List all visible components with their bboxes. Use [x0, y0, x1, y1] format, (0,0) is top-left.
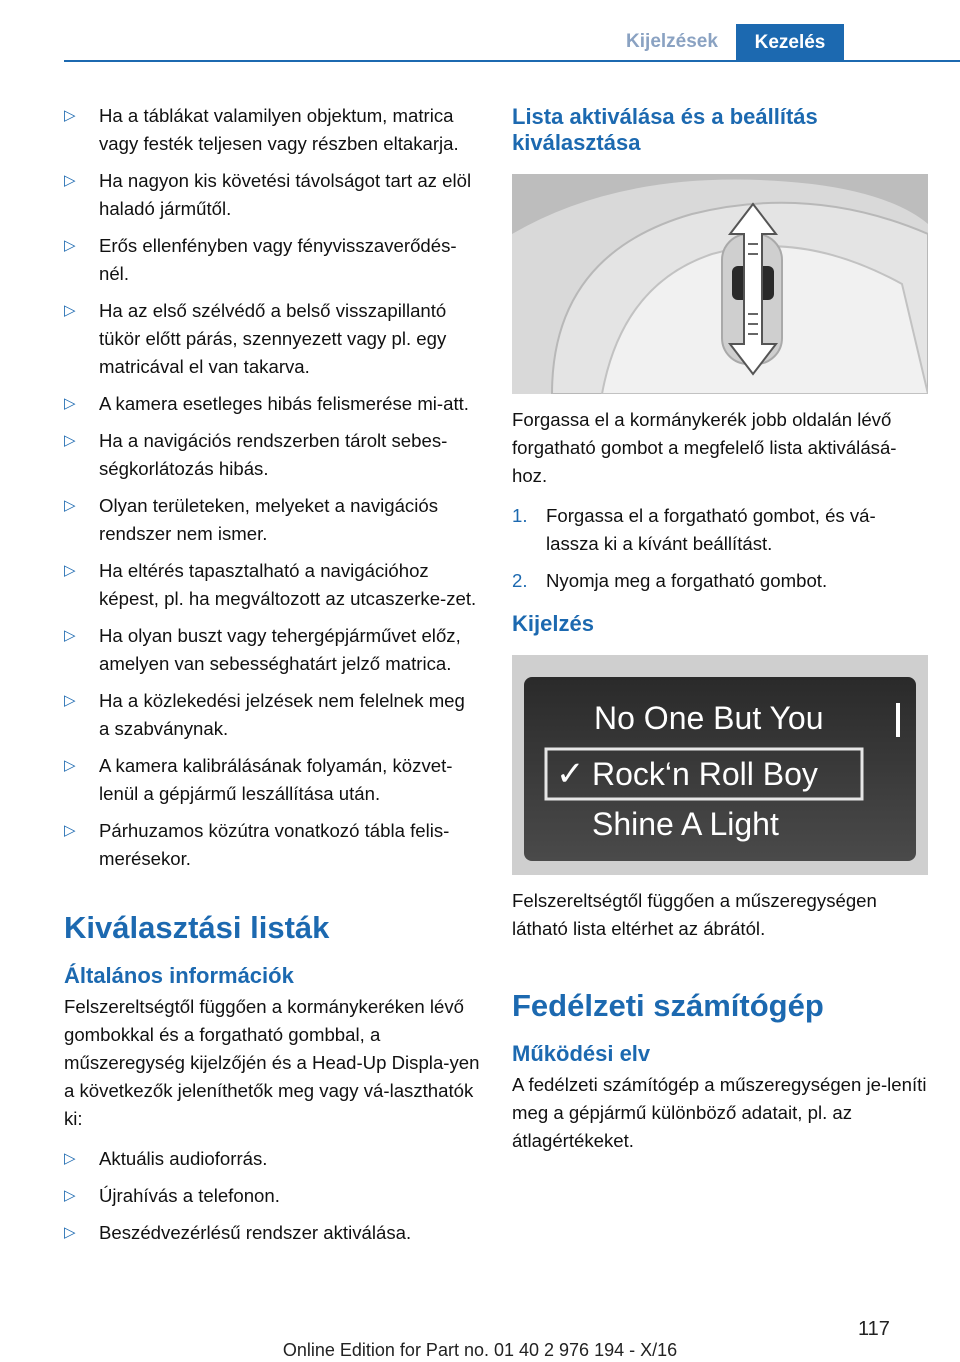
tab-kijelzesek[interactable]: Kijelzések: [626, 31, 718, 52]
bullet-triangle-icon: ▷: [64, 1224, 76, 1241]
bullet-text: Ha olyan buszt vagy tehergépjárművet előz, amelyen van sebességhatárt jelző matrica.: [99, 625, 461, 674]
steps-list: [512, 502, 928, 595]
bullet-triangle-icon: ▷: [64, 302, 76, 319]
bullet-item: [64, 102, 480, 158]
bullet-item: [64, 232, 480, 288]
step-item: [512, 502, 928, 558]
rotate-instruction-paragraph: Forgassa el a kormánykerék jobb oldalán lévő forgatható gombot a megfelelő lista aktiválásá-hoz.: [512, 409, 897, 486]
bullet-list-2: [64, 1145, 480, 1247]
bullet-item: [64, 687, 480, 743]
bullet-item: [64, 817, 480, 873]
display-note-paragraph: Felszereltségtől függően a műszeregységen látható lista eltérhet az ábrától.: [512, 890, 877, 939]
bullet-triangle-icon: ▷: [64, 1150, 76, 1167]
bullet2-text: Újrahívás a telefonon.: [99, 1185, 280, 1206]
header-rule: [64, 60, 960, 62]
onboard-computer-paragraph: A fedélzeti számítógép a műszeregységen je-leníti meg a gépjármű különböző adatait, pl. az átlagértékeket.: [512, 1074, 927, 1151]
steering-wheel-image: [512, 174, 928, 394]
subsection-title-working-principle: Működési elv: [512, 1041, 651, 1066]
display-item-1: No One But You: [594, 700, 824, 736]
bullet-item: [64, 492, 480, 548]
bullet-triangle-icon: ▷: [64, 237, 76, 254]
bullet-triangle-icon: ▷: [64, 627, 76, 644]
step-number: 1.: [512, 505, 528, 526]
bullet-triangle-icon: ▷: [64, 822, 76, 839]
section-title-selection-lists: Kiválasztási listák: [64, 910, 330, 945]
check-icon: ✓: [556, 755, 585, 793]
step-number: 2.: [512, 570, 528, 591]
display-list-image: [512, 655, 928, 875]
bullet2-item: [64, 1182, 480, 1210]
bullet-triangle-icon: ▷: [64, 172, 76, 189]
bullet-item: [64, 622, 480, 678]
right-column: [512, 102, 928, 1155]
subsection-title-list-activation: Lista aktiválása és a beállítás kiválasztása: [512, 104, 818, 155]
display-item-3: Shine A Light: [592, 806, 779, 842]
bullet-item: [64, 427, 480, 483]
bullet-triangle-icon: ▷: [64, 1187, 76, 1204]
step-item: [512, 567, 928, 595]
bullet-text: Ha az első szélvédő a belső visszapillantó tükör előtt párás, szennyezett vagy pl. egy matricával el van takarva.: [99, 300, 447, 377]
bullet-item: [64, 390, 480, 418]
display-item-2-selected: Rock‘n Roll Boy: [592, 756, 818, 792]
bullet-triangle-icon: ▷: [64, 757, 76, 774]
bullet-text: Olyan területeken, melyeket a navigációs rendszer nem ismer.: [99, 495, 438, 544]
bullet-triangle-icon: ▷: [64, 692, 76, 709]
display-title: Kijelzés: [512, 611, 594, 636]
bullet-text: Ha a táblákat valamilyen objektum, matrica vagy festék teljesen vagy részben eltakarja.: [99, 105, 459, 154]
bullet-triangle-icon: ▷: [64, 497, 76, 514]
bullet-text: Ha a navigációs rendszerben tárolt sebes-ségkorlátozás hibás.: [99, 430, 448, 479]
edition-footer: Online Edition for Part no. 01 40 2 976 194 - X/16: [282, 1340, 678, 1360]
general-info-paragraph: Felszereltségtől függően a kormánykeréken lévő gombokkal és a forgatható gombbal, a műszeregység kijelzőjén és a Head-Up Displa-yen a következők jeleníthetők meg vagy vá-laszthatók ki:: [64, 996, 480, 1129]
page-header: [0, 0, 960, 64]
bullet-text: Erős ellenfényben vagy fényvisszaverődés-nél.: [99, 235, 457, 284]
left-column: [64, 102, 480, 1256]
step-text: Forgassa el a forgatható gombot, és vá-lassza ki a kívánt beállítást.: [546, 505, 876, 554]
bullet-text: A kamera esetleges hibás felismerése mi-att.: [99, 393, 469, 414]
bullet-triangle-icon: ▷: [64, 562, 76, 579]
bullet2-item: [64, 1145, 480, 1173]
bullet-item: [64, 297, 480, 381]
bullet-text: Ha eltérés tapasztalható a navigációhoz képest, pl. ha megváltozott az utcaszerke-zet.: [99, 560, 477, 609]
bullet-triangle-icon: ▷: [64, 107, 76, 124]
bullet-item: [64, 752, 480, 808]
bullet2-text: Aktuális audioforrás.: [99, 1148, 268, 1169]
bullet2-item: [64, 1219, 480, 1247]
tab-kezeles[interactable]: Kezelés: [736, 24, 844, 62]
page-number: 117: [858, 1318, 890, 1340]
bullet-item: [64, 167, 480, 223]
section-title-onboard-computer: Fedélzeti számítógép: [512, 988, 824, 1023]
bullet2-text: Beszédvezérlésű rendszer aktiválása.: [99, 1222, 412, 1243]
bullet-text: A kamera kalibrálásának folyamán, közvet-lenül a gépjármű leszállítása után.: [99, 755, 453, 804]
scrollbar-thumb: [896, 703, 900, 737]
subsection-title-general-info: Általános információk: [64, 963, 294, 988]
bullet-list: [64, 102, 480, 873]
bullet-item: [64, 557, 480, 613]
bullet-text: Ha nagyon kis követési távolságot tart az elöl haladó járműtől.: [99, 170, 472, 219]
bullet-triangle-icon: ▷: [64, 432, 76, 449]
bullet-text: Ha a közlekedési jelzések nem felelnek meg a szabványnak.: [99, 690, 465, 739]
bullet-text: Párhuzamos közútra vonatkozó tábla felis-merésekor.: [99, 820, 450, 869]
bullet-triangle-icon: ▷: [64, 395, 76, 412]
step-text: Nyomja meg a forgatható gombot.: [546, 570, 828, 591]
